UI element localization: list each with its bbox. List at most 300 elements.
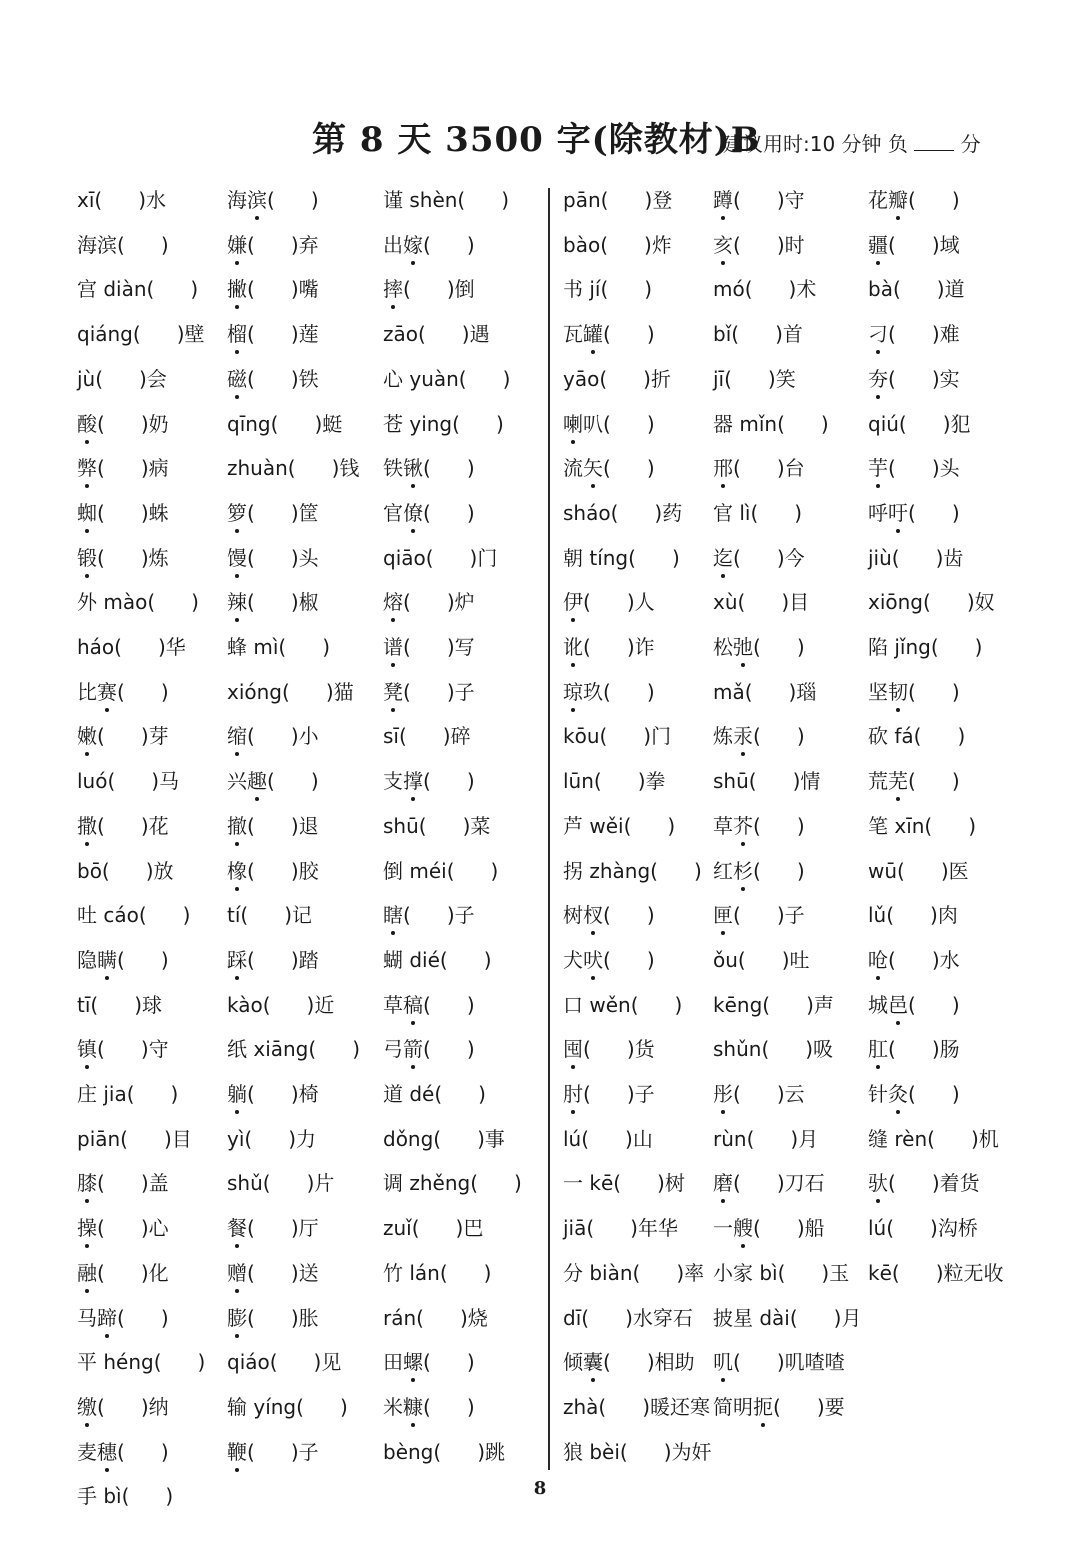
prompt-text: (: [117, 679, 125, 704]
suffix-text: )菜: [462, 813, 491, 838]
prompt-text: (: [247, 366, 255, 391]
target-character: 稿: [403, 992, 423, 1017]
prompt-text: lú(: [868, 1216, 895, 1241]
target-character: 撤: [227, 813, 247, 838]
prompt-text: (: [97, 456, 105, 481]
exercise-item: [227, 321, 319, 347]
prompt-text: jī(: [713, 366, 732, 391]
target-character: 刁: [868, 322, 888, 347]
time-suggestion: [723, 128, 981, 157]
suffix-text: ): [646, 411, 655, 436]
exercise-item: [868, 455, 960, 481]
suffix-text: )域: [931, 232, 960, 257]
target-character: 榴: [227, 322, 247, 347]
suffix-text: ): [182, 903, 191, 928]
exercise-item: [563, 1081, 655, 1107]
suffix-text: )时: [776, 232, 805, 257]
prompt-text: (: [117, 1305, 125, 1330]
exercise-item: [563, 411, 655, 437]
prompt-text: (: [247, 232, 255, 257]
exercise-item: [383, 589, 475, 615]
suffix-text: ): [352, 1037, 360, 1062]
exercise-item: [227, 1349, 341, 1375]
prompt-text: qiáng(: [77, 322, 141, 347]
prompt-text: zhuàn(: [227, 456, 296, 481]
suffix-text: ): [796, 813, 805, 838]
target-character: 疆: [868, 232, 888, 257]
exercise-item: [383, 1170, 522, 1196]
suffix-text: )山: [625, 1126, 653, 1151]
prompt-text: kē(: [868, 1260, 900, 1285]
suffix-text: )子: [626, 1082, 655, 1106]
exercise-item: [868, 500, 960, 526]
suffix-text: )为奸: [663, 1439, 712, 1464]
target-character: 杉: [733, 858, 753, 883]
exercise-item: [383, 1394, 475, 1420]
prompt-text: 砍 fá(: [868, 724, 922, 749]
exercise-item: [383, 187, 509, 213]
prompt-text: rán(: [383, 1305, 424, 1330]
suffix-text: )药: [654, 500, 683, 525]
suffix-text: ): [951, 1082, 960, 1106]
suffix-text: )目: [781, 590, 810, 615]
prompt-text: 树: [563, 903, 583, 928]
target-character: 肛: [868, 1037, 888, 1062]
prompt-text: 炼: [713, 724, 733, 749]
suffix-text: ): [644, 277, 653, 302]
target-character: 叽: [713, 1350, 733, 1375]
prompt-text: 心 yuàn(: [383, 366, 467, 391]
suffix-text: )芽: [140, 724, 169, 749]
suffix-text: ): [951, 769, 960, 794]
prompt-text: 米: [383, 1394, 403, 1419]
suffix-text: )头: [290, 545, 319, 570]
suffix-text: ): [339, 1394, 348, 1419]
suffix-text: )暖还寒: [642, 1394, 711, 1419]
suffix-text: )登: [644, 188, 673, 212]
prompt-text: 宫 diàn(: [77, 277, 155, 302]
prompt-text: lú(: [563, 1126, 590, 1151]
suffix-text: )会: [139, 366, 167, 391]
target-character: 磨: [713, 1171, 733, 1196]
suffix-text: )记: [284, 903, 313, 928]
suffix-text: )奴: [966, 590, 995, 615]
suffix-text: )炼: [140, 545, 169, 570]
exercise-item: [713, 768, 820, 794]
suffix-text: ): [646, 679, 655, 704]
exercise-item: [713, 723, 805, 749]
target-character: 趣: [247, 769, 267, 794]
exercise-item: [713, 1349, 845, 1375]
prompt-text: (: [733, 903, 741, 928]
prompt-text: 荒: [868, 769, 888, 794]
prompt-text: 调 zhěng(: [383, 1171, 479, 1196]
prompt-text: shū(: [383, 813, 427, 838]
exercise-item: [868, 1215, 978, 1241]
exercise-item: [77, 1260, 169, 1286]
exercise-item: [563, 634, 655, 660]
exercise-item: [227, 992, 334, 1018]
prompt-text: (: [888, 1171, 896, 1196]
prompt-text: kōu(: [563, 724, 608, 749]
exercise-item: [713, 992, 834, 1018]
page-header: [0, 112, 1080, 162]
prompt-text: jù(: [77, 366, 104, 391]
exercise-item: [868, 947, 960, 973]
prompt-text: kào(: [227, 992, 271, 1017]
prompt-text: (: [753, 858, 761, 883]
prompt-text: 竹 lán(: [383, 1260, 448, 1285]
exercise-item: [868, 902, 958, 928]
exercise-item: [77, 902, 190, 928]
suffix-text: ): [483, 1260, 492, 1285]
prompt-text: 狼 bèi(: [563, 1439, 628, 1464]
suffix-text: )胀: [290, 1305, 319, 1330]
prompt-text: (: [97, 545, 105, 570]
suffix-text: )相助: [646, 1350, 695, 1375]
exercise-item: [563, 500, 682, 526]
suffix-text: ): [693, 858, 702, 883]
prompt-text: 坚: [868, 679, 888, 704]
target-character: 撒: [77, 813, 97, 838]
prompt-text: (: [583, 635, 591, 659]
target-character: 操: [77, 1216, 97, 1241]
exercise-item: [383, 1305, 488, 1331]
exercise-item: [563, 902, 655, 928]
prompt-text: (: [247, 1082, 255, 1106]
suffix-text: )门: [469, 545, 498, 570]
prompt-text: (: [603, 947, 611, 972]
suffix-text: )花: [140, 813, 169, 838]
prompt-text: 铁: [383, 456, 403, 481]
suffix-text: ): [160, 947, 169, 972]
target-character: 矢: [583, 456, 603, 481]
exercise-item: [227, 187, 319, 213]
exercise-item: [77, 366, 167, 392]
suffix-text: )钱: [331, 456, 360, 481]
suffix-text: ): [490, 858, 499, 883]
exercise-item: [77, 455, 169, 481]
suffix-text: ): [466, 1350, 475, 1375]
prompt-text: (: [247, 724, 255, 749]
exercise-item: [563, 723, 671, 749]
prompt-text: 蝴 dié(: [383, 947, 448, 972]
prompt-text: (: [267, 188, 275, 212]
prompt-text: (: [423, 1037, 431, 1062]
exercise-item: [383, 768, 475, 794]
prompt-text: 吐 cáo(: [77, 903, 147, 928]
suffix-text: ): [794, 500, 803, 525]
prompt-text: (: [753, 635, 761, 659]
prompt-text: (: [908, 188, 916, 212]
target-character: 喇: [563, 411, 583, 436]
prompt-text: (: [423, 769, 431, 794]
exercise-item: [563, 1260, 704, 1286]
prompt-text: 隐: [77, 947, 97, 972]
prompt-text: 玖(: [583, 679, 611, 704]
suffix-text: )实: [931, 366, 960, 391]
exercise-item: [563, 1439, 712, 1465]
prompt-text: (: [603, 903, 611, 928]
suffix-text: )放: [145, 858, 174, 883]
prompt-text: 朝 tíng(: [563, 545, 636, 570]
suffix-text: )跳: [477, 1439, 505, 1464]
exercise-item: [383, 902, 475, 928]
exercise-item: [563, 321, 655, 347]
target-character: 缴: [77, 1394, 97, 1419]
prompt-text: (: [733, 456, 741, 481]
prompt-text: 简明: [713, 1394, 753, 1419]
prompt-text: kēng(: [713, 992, 771, 1017]
suffix-text: )纳: [140, 1394, 169, 1419]
exercise-item: [868, 768, 960, 794]
prompt-text: 输 yíng(: [227, 1394, 304, 1419]
prompt-text: 海: [227, 188, 247, 212]
exercise-item: [383, 411, 504, 437]
suffix-text: )船: [796, 1216, 825, 1241]
suffix-text: )嘴: [290, 277, 319, 302]
exercise-item: [868, 634, 982, 660]
prompt-text: (: [583, 590, 591, 615]
prompt-text: (: [247, 1260, 255, 1285]
target-character: 穗: [97, 1439, 117, 1464]
suffix-text: )子: [446, 903, 475, 928]
exercise-item: [383, 992, 475, 1018]
exercise-item: [77, 813, 169, 839]
target-character: 罐: [583, 322, 603, 347]
exercise-item: [383, 947, 492, 973]
exercise-item: [563, 1349, 695, 1375]
exercise-item: [713, 947, 810, 973]
exercise-item: [77, 589, 199, 615]
suffix-text: )年华: [630, 1216, 678, 1241]
suffix-text: )术: [788, 277, 817, 302]
target-character: 嫩: [77, 724, 97, 749]
target-character: 弛: [733, 635, 753, 659]
suffix-text: )肠: [931, 1037, 960, 1062]
prompt-text: (: [247, 277, 255, 302]
target-character: 酸: [77, 411, 97, 436]
exercise-item: [868, 589, 995, 615]
prompt-text: 陷 jǐng(: [868, 635, 939, 659]
exercise-item: [383, 321, 490, 347]
suffix-text: )机: [970, 1126, 999, 1151]
exercise-item: [713, 500, 802, 526]
target-character: 馒: [227, 545, 247, 570]
target-character: 镇: [77, 1037, 97, 1062]
exercise-item: [713, 321, 803, 347]
exercise-item: [227, 589, 319, 615]
exercise-item: [77, 1305, 169, 1331]
suffix-text: )守: [140, 1037, 169, 1062]
suffix-text: )华: [157, 635, 186, 659]
target-character: 餐: [227, 1216, 247, 1241]
prompt-text: 比: [77, 679, 97, 704]
suffix-text: )力: [288, 1126, 317, 1151]
exercise-item: [383, 1126, 505, 1152]
score-blank[interactable]: [914, 132, 954, 151]
suffix-text: )烧: [459, 1305, 488, 1330]
suffix-text: ): [165, 1484, 174, 1509]
prompt-text: xiōng(: [868, 590, 931, 615]
exercise-item: [713, 634, 805, 660]
exercise-item: [227, 411, 342, 437]
exercise-item: [383, 500, 475, 526]
prompt-text: 支: [383, 769, 403, 794]
exercise-item: [713, 858, 805, 884]
prompt-text: (: [267, 769, 275, 794]
prompt-text: 官: [383, 500, 403, 525]
exercise-item: [563, 1126, 653, 1152]
target-character: 艘: [733, 1216, 753, 1241]
exercise-item: [563, 187, 672, 213]
exercise-item: [713, 366, 796, 392]
prompt-text: (: [908, 769, 916, 794]
exercise-item: [713, 545, 805, 571]
target-character: 芋: [868, 456, 888, 481]
exercise-item: [713, 187, 805, 213]
suffix-text: )盖: [140, 1171, 169, 1196]
target-character: 撑: [403, 769, 423, 794]
prompt-text: 一 kē(: [563, 1171, 622, 1196]
prompt-text: zuǐ(: [383, 1216, 420, 1241]
suffix-text: )子: [446, 679, 475, 704]
exercise-item: [77, 321, 205, 347]
suffix-text: )厅: [290, 1216, 319, 1241]
prompt-text: 道 dé(: [383, 1082, 443, 1106]
target-character: 螺: [403, 1350, 423, 1375]
prompt-text: piān(: [77, 1126, 128, 1151]
suffix-text: ): [160, 1305, 169, 1330]
prompt-text: (: [888, 1037, 896, 1062]
prompt-text: (: [888, 232, 896, 257]
suffix-text: ): [322, 635, 331, 659]
prompt-text: 披星 dài(: [713, 1305, 798, 1330]
exercise-item: [383, 545, 497, 571]
prompt-text: (: [97, 500, 105, 525]
suffix-text: ): [671, 545, 680, 570]
exercise-item: [563, 366, 671, 392]
suffix-text: ): [674, 992, 683, 1017]
suffix-text: ): [796, 635, 805, 659]
exercise-item: [563, 589, 655, 615]
suffix-text: ): [796, 858, 805, 883]
prompt-text: (: [888, 322, 896, 347]
suffix-text: ): [160, 679, 169, 704]
exercise-item: [713, 1305, 861, 1331]
target-character: 驮: [868, 1171, 888, 1196]
suffix-text: )病: [140, 456, 169, 481]
prompt-text: 弓: [383, 1037, 403, 1062]
exercise-item: [868, 1260, 1004, 1286]
exercise-item: [868, 545, 963, 571]
suffix-text: )月: [790, 1126, 819, 1151]
suffix-text: )写: [446, 635, 475, 659]
suffix-text: )着货: [931, 1171, 980, 1196]
target-character: 夯: [868, 366, 888, 391]
prompt-text: shǔ(: [227, 1171, 271, 1196]
suffix-text: )犯: [942, 411, 971, 436]
suffix-text: )诈: [626, 635, 655, 659]
prompt-text: (: [733, 1082, 741, 1106]
target-character: 鞭: [227, 1439, 247, 1464]
prompt-text: (: [403, 590, 411, 615]
prompt-text: (: [908, 992, 916, 1017]
exercise-item: [227, 1215, 319, 1241]
target-character: 邑: [888, 992, 908, 1017]
prompt-text: 草: [383, 992, 403, 1017]
exercise-item: [227, 1036, 360, 1062]
score-unit: 分: [960, 132, 981, 156]
suffix-text: )吐: [781, 947, 810, 972]
suffix-text: )倒: [446, 277, 475, 302]
prompt-text: 一: [713, 1216, 733, 1241]
prompt-text: (: [753, 813, 761, 838]
suffix-text: ): [646, 947, 655, 972]
suffix-text: )弃: [290, 232, 319, 257]
exercise-item: [227, 1126, 316, 1152]
prompt-text: (: [733, 545, 741, 570]
suffix-text: )瑙: [788, 679, 817, 704]
prompt-text: 蜂 mì(: [227, 635, 287, 659]
suffix-text: )事: [477, 1126, 505, 1151]
suffix-text: )齿: [935, 545, 964, 570]
prompt-text: (: [247, 1439, 255, 1464]
exercise-item: [77, 992, 162, 1018]
suffix-text: ): [466, 232, 475, 257]
target-character: 糠: [403, 1394, 423, 1419]
exercise-item: [383, 1215, 483, 1241]
prompt-text: ǒu(: [713, 947, 746, 972]
prompt-text: (: [117, 947, 125, 972]
prompt-text: (: [908, 679, 916, 704]
suffix-text: ): [951, 679, 960, 704]
exercise-item: [227, 500, 319, 526]
prompt-text: 书 jí(: [563, 277, 609, 302]
exercise-item: [77, 947, 169, 973]
prompt-text: 庄 jia(: [77, 1082, 135, 1106]
exercise-item: [713, 813, 805, 839]
exercise-item: [77, 1081, 178, 1107]
exercise-item: [868, 858, 969, 884]
prompt-text: 外 mào(: [77, 590, 156, 615]
suffix-text: )道: [936, 277, 965, 302]
suffix-text: )守: [776, 188, 805, 212]
prompt-text: (: [247, 1216, 255, 1241]
exercise-item: [383, 276, 475, 302]
exercise-item: [227, 1260, 319, 1286]
target-character: 蜘: [77, 500, 97, 525]
suffix-text: )蜓: [314, 411, 343, 436]
prompt-text: 小家 bì(: [713, 1260, 786, 1285]
prompt-text: jiā(: [563, 1216, 595, 1241]
suggest-label: 建议用时:10 分钟: [723, 132, 882, 156]
page-title: 第 8 天 3500 字(除教材)B: [312, 120, 761, 160]
suffix-text: ): [951, 992, 960, 1017]
target-character: 芥: [733, 813, 753, 838]
prompt-text: (: [403, 679, 411, 704]
exercise-item: [77, 187, 166, 213]
suffix-text: ): [667, 813, 676, 838]
suffix-text: )马: [151, 769, 180, 794]
prompt-text: 器 mǐn(: [713, 411, 785, 436]
suffix-text: ): [951, 500, 960, 525]
exercise-item: [227, 947, 319, 973]
suffix-text: )化: [140, 1260, 169, 1285]
prompt-text: rùn(: [713, 1126, 755, 1151]
target-character: 撇: [227, 277, 247, 302]
exercise-item: [77, 679, 169, 705]
